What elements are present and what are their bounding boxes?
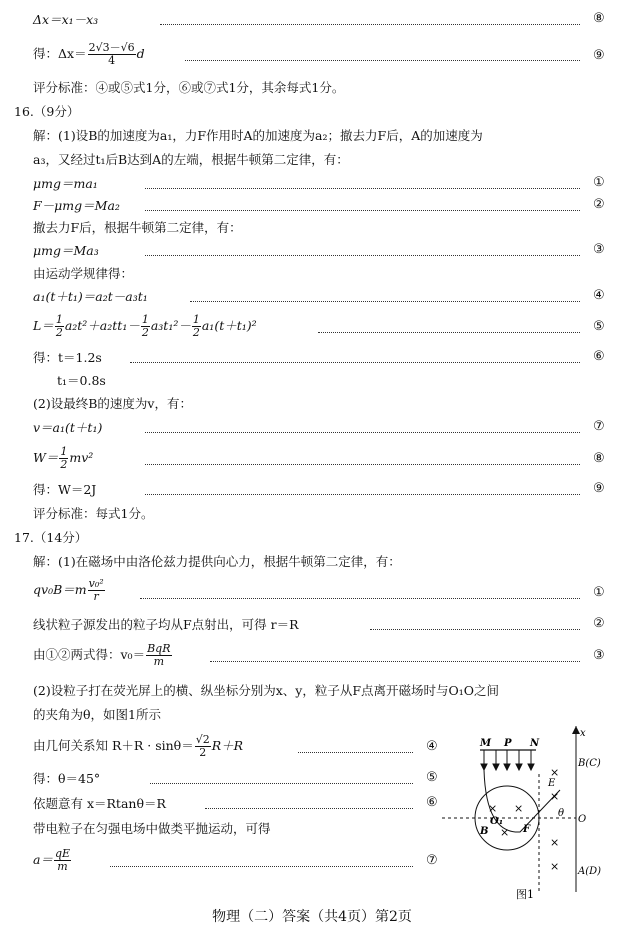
leader-dots [210, 661, 580, 662]
solution-text: (2)设粒子打在荧光屏上的横、纵坐标分别为x、y，粒子从F点离开磁场时与O₁O之间 [33, 683, 499, 698]
leader-dots [318, 332, 580, 333]
eq-number: ③ [593, 648, 605, 663]
leader-dots [150, 783, 413, 784]
scoring-criteria: 评分标准：每式1分。 [33, 506, 154, 521]
solution-text: 解：(1)在磁场中由洛伦兹力提供向心力，根据牛顿第二定律，有： [33, 554, 401, 569]
label-B-C: B(C) [578, 758, 601, 769]
label-O1: O₁ [490, 816, 504, 827]
svg-text:×: × [550, 766, 560, 779]
solution-text: 线状粒子源发出的粒子均从F点射出，可得 r＝R [33, 617, 299, 632]
equation: 由①②两式得：v₀＝ $\frac{\text{BqR}}{m}$ [33, 642, 171, 668]
eq-number: ② [593, 197, 605, 212]
leader-dots [145, 432, 580, 433]
equation: F－μmg＝Ma₂ [33, 198, 120, 213]
leader-dots [130, 362, 580, 363]
eq-number: ② [593, 616, 605, 631]
svg-text:×: × [550, 860, 560, 873]
equation: qv₀B＝m $\frac{\text{v₀²}}{r}$ [33, 577, 104, 603]
page-footer: 物理（二）答案（共4页）第2页 [212, 909, 412, 925]
eq-number: ⑥ [426, 795, 438, 810]
result: 得：t＝1.2s [33, 350, 102, 365]
eq-number: ④ [426, 739, 438, 754]
svg-text:×: × [514, 802, 524, 815]
solution-text: (2)设最终B的速度为v，有： [33, 396, 192, 411]
solution-text: 撤去力F后，根据牛顿第二定律，有： [33, 220, 242, 235]
label-F: F [523, 824, 531, 835]
leader-dots [110, 866, 413, 867]
leader-dots [145, 210, 580, 211]
eq-number: ⑤ [426, 770, 438, 785]
svg-text:×: × [550, 836, 560, 849]
figure-1 [440, 724, 616, 904]
result: 得：W＝2J [33, 482, 97, 497]
eq-number: ⑧ [593, 11, 605, 26]
leader-dots [145, 464, 580, 465]
eq-number: ⑦ [593, 419, 605, 434]
label-P: P [504, 738, 512, 749]
label-B: B [480, 826, 489, 837]
solution-text: 解：(1)设B的加速度为a₁，力F作用时A的加速度为a₂；撤去力F后，A的加速度为 [33, 128, 483, 143]
question-17-heading: 17.（14分） [14, 530, 88, 545]
label-theta: θ [558, 808, 565, 819]
leader-dots [145, 255, 580, 256]
eq-number: ① [593, 175, 605, 190]
svg-text:×: × [488, 802, 498, 815]
equation: μmg＝ma₁ [33, 176, 98, 191]
solution-text: 由运动学规律得： [33, 266, 134, 281]
solution-text: a₃，又经过t₁后B达到A的左端，根据牛顿第二定律，有： [33, 152, 349, 167]
eq-number: ⑦ [426, 853, 438, 868]
equation: 由几何关系知 R＋R · sinθ＝ $\frac{√2}{2}$ R＋R [33, 733, 244, 759]
eq-delta-x-result: 得：Δx＝ $\frac{2√3-√6}{4}$ d [33, 41, 145, 67]
label-O: O [578, 814, 587, 825]
question-16-heading: 16.（9分） [14, 104, 80, 119]
solution-text: 的夹角为θ，如图1所示 [33, 707, 161, 722]
label-x: x [580, 728, 586, 739]
label-N: N [530, 738, 540, 749]
eq-number: ⑥ [593, 349, 605, 364]
leader-dots [140, 598, 580, 599]
particle-arrows [481, 750, 534, 770]
svg-text:×: × [550, 790, 560, 803]
eq-number: ③ [593, 242, 605, 257]
eq-number: ① [593, 585, 605, 600]
solution-text: 依题意有 x＝Rtanθ＝R [33, 796, 166, 811]
leader-dots [185, 60, 580, 61]
leader-dots [145, 188, 580, 189]
eq-number: ⑨ [593, 48, 605, 63]
equation-L: L＝ $\frac{1}{2}$ a₂t²＋a₂tt₁－ $\frac{1}{2}$ a₃t₁²－ $\frac{1}{2}$ a₁(t＋t₁)² [33, 313, 257, 339]
label-A-D: A(D) [578, 866, 602, 877]
equation-W: W＝ $\frac{1}{2}$ mv² [33, 445, 94, 471]
eq-number: ⑤ [593, 319, 605, 334]
leader-dots [205, 808, 413, 809]
result: 得：θ＝45° [33, 771, 101, 786]
leader-dots [160, 24, 580, 25]
equation: a＝ $\frac{qE}{m}$ [33, 847, 71, 873]
eq-number: ⑨ [593, 481, 605, 496]
eq-delta-x: Δx＝x₁－x₃ [33, 12, 99, 27]
svg-text:×: × [500, 826, 510, 839]
result: t₁＝0.8s [57, 373, 106, 388]
leader-dots [190, 301, 580, 302]
label-E: E [548, 778, 556, 789]
equation: μmg＝Ma₃ [33, 243, 99, 258]
figure-caption: 图1 [516, 888, 534, 901]
eq-number: ④ [593, 288, 605, 303]
scoring-criteria: 评分标准：④或⑤式1分，⑥或⑦式1分，其余每式1分。 [33, 80, 345, 95]
eq-number: ⑧ [593, 451, 605, 466]
leader-dots [298, 752, 413, 753]
leader-dots [370, 629, 580, 630]
label-M: M [480, 738, 492, 749]
solution-text: 带电粒子在匀强电场中做类平抛运动，可得 [33, 821, 271, 836]
equation: a₁(t＋t₁)＝a₂t－a₃t₁ [33, 289, 148, 304]
equation: v＝a₁(t＋t₁) [33, 420, 103, 435]
x-axis-arrow [572, 726, 580, 734]
leader-dots [145, 494, 580, 495]
